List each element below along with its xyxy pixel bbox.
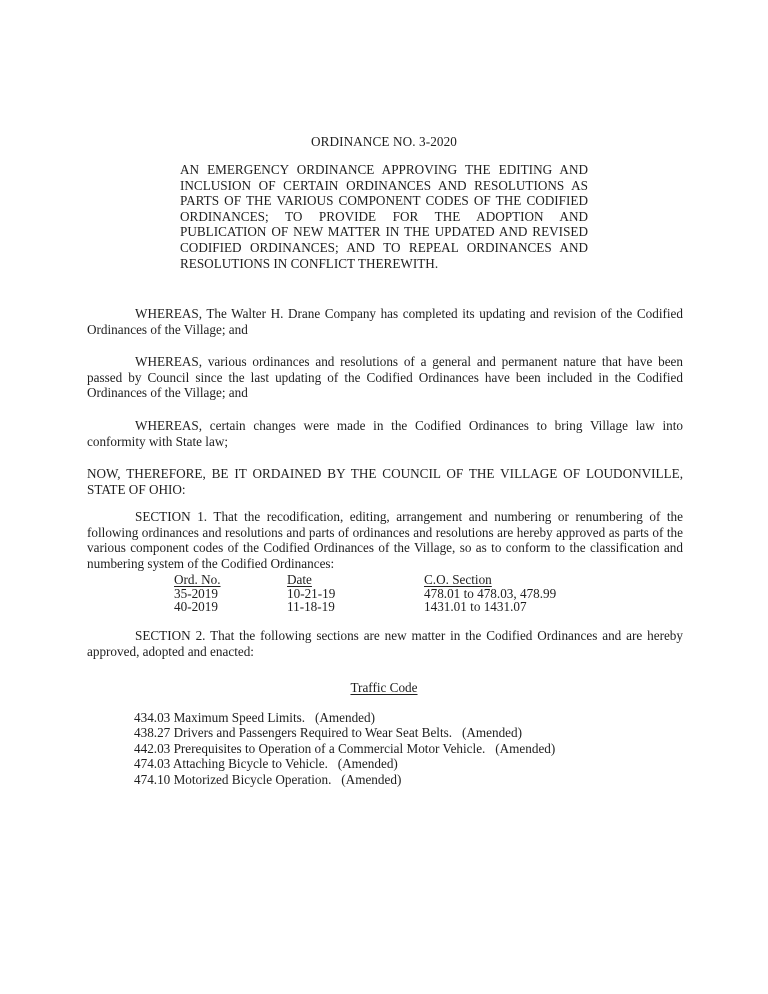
list-item: 474.10 Motorized Bicycle Operation. (Amended) (134, 771, 402, 787)
section-1-text: SECTION 1. That the recodification, editing, arrangement and numbering or renumbering of the following ordinances and resolutions and parts of ordinances and resolutions are hereby approved as parts of the various component codes of the Codified Ordinances of the Village, so as to conform to the classification and numbering system of the Codified Ordinances: (87, 509, 683, 571)
table-row (174, 600, 624, 614)
cell-ord-no: 40-2019 (174, 599, 218, 615)
cell-ord-no: 35-2019 (174, 585, 218, 601)
ordained-clause: NOW, THEREFORE, BE IT ORDAINED BY THE COUNCIL OF THE VILLAGE OF LOUDONVILLE, STATE OF OHIO: (87, 466, 683, 497)
ordinance-title: ORDINANCE NO. 3-2020 (311, 134, 457, 149)
header-date: Date (287, 572, 312, 587)
cell-date: 10-21-19 (287, 585, 336, 601)
traffic-code-label: Traffic Code (350, 680, 418, 695)
list-item: 442.03 Prerequisites to Operation of a Commercial Motor Vehicle. (Amended) (134, 740, 556, 756)
cell-co-section: 478.01 to 478.03, 478.99 (424, 585, 557, 601)
whereas-paragraph-2 (87, 354, 683, 401)
table-row (174, 587, 624, 601)
section-1-paragraph (87, 509, 683, 571)
cell-date: 11-18-19 (287, 599, 335, 615)
header-co-section: C.O. Section (424, 572, 492, 587)
header-ord-no: Ord. No. (174, 572, 221, 587)
section-2-text: SECTION 2. That the following sections are new matter in the Codified Ordinances and are hereby approved, adopted and enacted: (87, 628, 683, 659)
traffic-code-subheading (0, 680, 768, 696)
whereas-paragraph-1 (87, 306, 683, 337)
list-item: 438.27 Drivers and Passengers Required to Wear Seat Belts. (Amended) (134, 725, 522, 741)
whereas-text-2: WHEREAS, various ordinances and resolutions of a general and permanent nature that have been passed by Council since the last updating of the Codified Ordinances have been included in the Codified Ordinances of the Village; and (87, 354, 683, 401)
whereas-text-1: WHEREAS, The Walter H. Drane Company has completed its updating and revision of the Codified Ordinances of the Village; and (87, 306, 683, 337)
cell-co-section: 1431.01 to 1431.07 (424, 599, 527, 615)
table-header-row (174, 573, 624, 587)
list-item: 434.03 Maximum Speed Limits. (Amended) (134, 710, 376, 725)
whereas-paragraph-3 (87, 418, 683, 449)
whereas-text-3: WHEREAS, certain changes were made in the Codified Ordinances to bring Village law into conformity with State law; (87, 418, 683, 449)
list-item: 474.03 Attaching Bicycle to Vehicle. (Amended) (134, 756, 398, 772)
amended-sections-list (134, 710, 555, 787)
ordinance-heading: AN EMERGENCY ORDINANCE APPROVING THE EDITING AND INCLUSION OF CERTAIN ORDINANCES AND RESOLUTIONS AS PARTS OF THE VARIOUS COMPONENT CODES OF THE CODIFIED ORDINANCES; TO PROVIDE FOR THE ADOPTION AND PUBLICATION OF NEW MATTER IN THE UPDATED AND REVISED CODIFIED ORDINANCES; AND TO REPEAL ORDINANCES AND RESOLUTIONS IN CONFLICT THEREWITH. (180, 162, 588, 271)
section-2-paragraph (87, 628, 683, 659)
ordinance-table (174, 573, 624, 614)
